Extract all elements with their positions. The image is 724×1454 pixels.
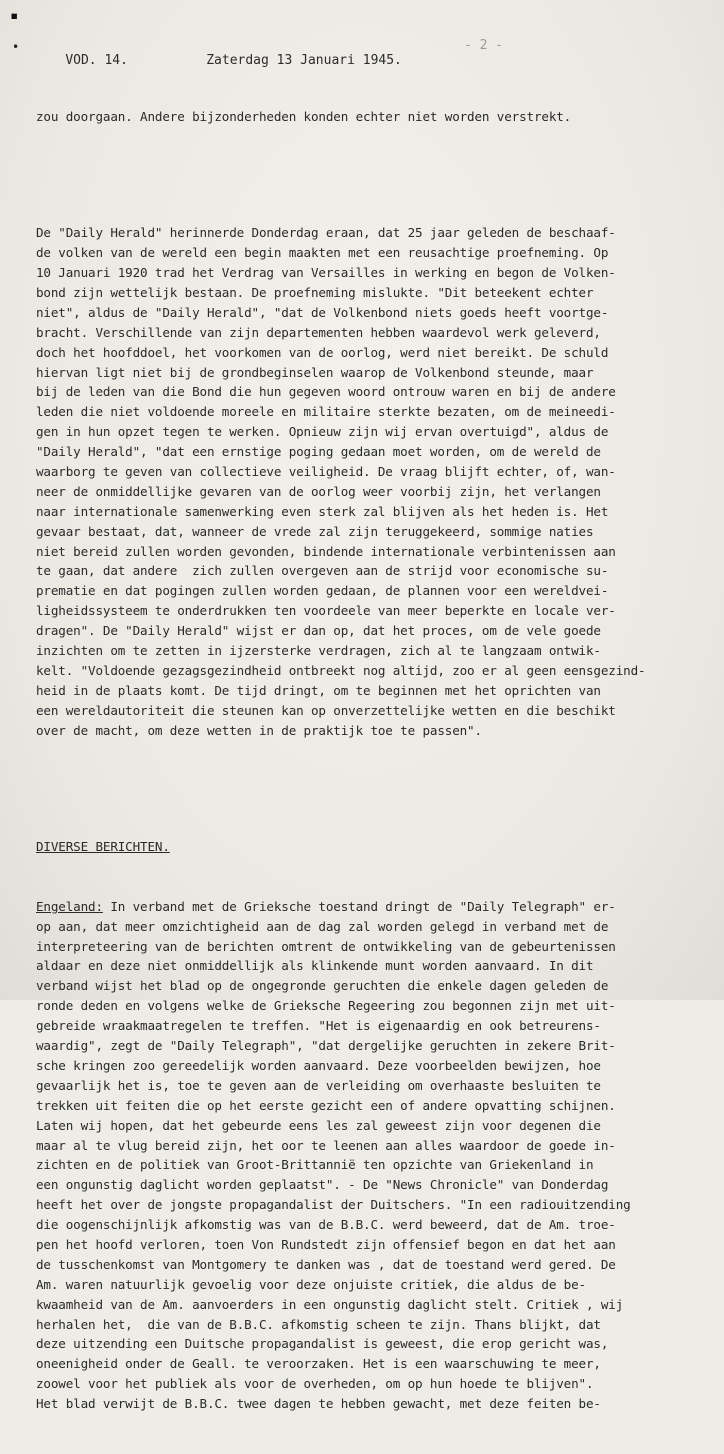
text-line-content: zou doorgaan. Andere bijzonderheden konden echter niet worden verstrekt. [36, 108, 572, 124]
text-line [36, 581, 686, 601]
text-line [36, 223, 686, 243]
text-line-content: gevaarlijk het is, toe te geven aan de verleiding om overhaaste besluiten te [36, 1077, 601, 1093]
text-line [36, 1195, 686, 1215]
text-line [36, 1096, 686, 1116]
text-line-content: zoowel voor het publiek als voor de overheden, om op hun hoede te blijven". [36, 1376, 594, 1392]
text-line-content: kelt. "Voldoende gezagsgezindheid ontbreekt nog altijd, zoo er al geen eensgezind- [36, 662, 646, 678]
paragraph-continuation [36, 107, 686, 127]
text-line-content: pen het hoofd verloren, toen Von Rundstedt zijn offensief begon en dat het aan [36, 1236, 616, 1252]
text-line-content: waardig", zegt de "Daily Telegraph", "dat dergelijke geruchten in zekere Brit- [36, 1038, 616, 1054]
text-line-content: sche kringen zoo gereedelijk worden aanvaard. Deze voorbeelden bewijzen, hoe [36, 1057, 601, 1073]
text-line [36, 721, 686, 741]
text-line [36, 542, 686, 562]
paragraph-daily-herald [36, 223, 686, 740]
text-line [36, 1155, 686, 1175]
text-line [36, 1215, 686, 1235]
text-line [36, 897, 686, 917]
text-line-content: naar internationale samenwerking even sterk zal blijven als het heden is. Het [36, 503, 609, 519]
text-line [36, 1255, 686, 1275]
text-line [36, 641, 686, 661]
text-line [36, 263, 686, 283]
text-line [36, 1275, 686, 1295]
text-line [36, 561, 686, 581]
text-line-content: hiervan ligt niet bij de grondbeginselen waarop de Volkenbond steunde, maar [36, 364, 594, 380]
text-line-content: ronde deden en volgens welke de Grieksche Regeering zou begonnen zijn met uit- [36, 998, 616, 1014]
text-line [36, 1235, 686, 1255]
text-line [36, 402, 686, 422]
text-line [36, 522, 686, 542]
text-line [36, 1056, 686, 1076]
text-line [36, 1315, 686, 1335]
text-line-content: op aan, dat meer omzichtigheid aan de dag zal worden gelegd in verband met de [36, 918, 609, 934]
text-line [36, 1036, 686, 1056]
text-line-content: heid in de plaats komt. De tijd dringt, om te beginnen met het oprichten van [36, 682, 601, 698]
text-line-content: doch het hoofddoel, het voorkomen van de oorlog, werd niet bereikt. De schuld [36, 344, 609, 360]
text-line [36, 343, 686, 363]
text-line-content: niet bereid zullen worden gevonden, bindende internationale verbintenissen aan [36, 543, 616, 559]
text-line-content: De "Daily Herald" herinnerde Donderdag eraan, dat 25 jaar geleden de beschaaf- [36, 225, 616, 241]
text-line-content: In verband met de Grieksche toestand dringt de "Daily Telegraph" er- [102, 898, 616, 914]
text-line-content: Het blad verwijt de B.B.C. twee dagen te hebben gewacht, met deze feiten be- [36, 1396, 601, 1412]
text-line-content: over de macht, om deze wetten in de praktijk toe te passen". [36, 722, 482, 738]
binder-hole-mark: ▪ [10, 8, 19, 24]
text-line [36, 681, 686, 701]
document-body [36, 67, 686, 1454]
text-line-content: herhalen het, die van de B.B.C. afkomstig scheen te zijn. Thans blijkt, dat [36, 1316, 601, 1332]
text-line-content: gen in hun opzet tegen te werken. Opnieuw zijn wij ervan overtuigd", aldus de [36, 424, 609, 440]
text-line [36, 1136, 686, 1156]
text-line [36, 661, 686, 681]
text-line [36, 1334, 686, 1354]
text-line-content: inzichten om te zetten in ijzersterke verdragen, zich al te langzaam ontwik- [36, 643, 601, 659]
text-line [36, 363, 686, 383]
text-line [36, 1354, 686, 1374]
text-line-content: waarborg te geven van collectieve veiligheid. De vraag blijft echter, of, wan- [36, 464, 616, 480]
text-line-content: interpreteering van de berichten omtrent de ontwikkeling van de gebeurtenissen [36, 938, 616, 954]
text-line-content: bracht. Verschillende van zijn departementen hebben waardevol werk geleverd, [36, 324, 601, 340]
text-line [36, 601, 686, 621]
text-line-content: zichten en de politiek van Groot-Brittannië ten opzichte van Griekenland in [36, 1157, 594, 1173]
text-line-content: die oogenschijnlijk afkomstig was van de B.B.C. werd beweerd, dat de Am. troe- [36, 1217, 616, 1233]
section-heading: DIVERSE BERICHTEN. [36, 839, 170, 855]
text-line-content: de volken van de wereld een begin maakten met een reusachtige proefneming. Op [36, 245, 609, 261]
text-line-content: bij de leden van die Bond die hun gegeven woord ontrouw waren en bij de andere [36, 384, 616, 400]
text-line-content: 10 Januari 1920 trad het Verdrag van Versailles in werking en begon de Volken- [36, 265, 616, 281]
paragraph-engeland [36, 897, 686, 1414]
text-line-content: ligheidssysteem te onderdrukken ten voordeele van meer beperkte en locale ver- [36, 603, 616, 619]
text-line-content: een ongunstig daglicht worden geplaatst". - De "News Chronicle" van Donderdag [36, 1177, 609, 1193]
text-line-content: verband wijst het blad op de ongegronde geruchten die enkele dagen geleden de [36, 978, 609, 994]
text-line [36, 1016, 686, 1036]
text-line [36, 482, 686, 502]
text-line [36, 1394, 686, 1414]
text-line [36, 1116, 686, 1136]
text-line-content: deze uitzending een Duitsche propagandalist is geweest, die erop gericht was, [36, 1336, 609, 1352]
text-line-content: kwaamheid van de Am. aanvoerders in een ongunstig daglicht stelt. Critiek , wij [36, 1296, 624, 1312]
text-line-content: de tusschenkomst van Montgomery te danken was , dat de toestand werd gered. De [36, 1256, 616, 1272]
text-line-content: aldaar en deze niet onmiddellijk als klinkende munt worden aanvaard. In dit [36, 958, 594, 974]
text-line-content: gebreide wraakmaatregelen te treffen. "Het is eigenaardig en ook betreurens- [36, 1018, 601, 1034]
text-line [36, 701, 686, 721]
text-line-content: oneenigheid onder de Geall. te veroorzaken. Het is een waarschuwing te meer, [36, 1356, 601, 1372]
text-line [36, 996, 686, 1016]
punch-mark: • [12, 40, 20, 54]
text-line-content: leden die niet voldoende moreele en militaire sterkte bezaten, om de meineedi- [36, 404, 616, 420]
text-line-content: Am. waren natuurlijk gevoelig voor deze onjuiste critiek, die aldus de be- [36, 1276, 586, 1292]
text-line [36, 917, 686, 937]
text-line [36, 323, 686, 343]
text-line-content: neer de onmiddellijke gevaren van de oorlog weer voorbij zijn, het verlangen [36, 483, 601, 499]
header-date: Zaterdag 13 Januari 1945. [206, 53, 402, 68]
text-line [36, 442, 686, 462]
text-line-content: bond zijn wettelijk bestaan. De proefneming mislukte. "Dit beteekent echter [36, 285, 594, 300]
text-line-content: gevaar bestaat, dat, wanneer de vrede zal zijn teruggekeerd, sommige naties [36, 523, 594, 539]
text-line-content: een wereldautoriteit die steunen kan op onverzettelijke wetten en die beschikt [36, 702, 616, 718]
text-line [36, 1076, 686, 1096]
text-line [36, 283, 686, 303]
text-line-content: dragen". De "Daily Herald" wijst er dan op, dat het proces, om de vele goede [36, 623, 601, 639]
text-line-content: prematie en dat pogingen zullen worden gedaan, de plannen voor een wereldvei- [36, 583, 609, 599]
text-line [36, 1175, 686, 1195]
text-line-content: Laten wij hopen, dat het gebeurde eens les zal geweest zijn voor degenen die [36, 1117, 601, 1133]
country-label: Engeland: [36, 898, 103, 914]
text-line-content: "Daily Herald", "dat een ernstige poging gedaan moet worden, om de wereld de [36, 444, 601, 460]
header-prefix: VOD. 14. [65, 53, 128, 68]
text-line [36, 462, 686, 482]
text-line-content: niet", aldus de "Daily Herald", "dat de Volkenbond niets goeds heeft voortge- [36, 304, 609, 320]
text-line [36, 303, 686, 323]
text-line-content: maar al te vlug bereid zijn, het oor te leenen aan alles waardoor de goede in- [36, 1137, 616, 1153]
text-line [36, 976, 686, 996]
text-line [36, 1374, 686, 1394]
text-line-content: te gaan, dat andere zich zullen overgeven aan de strijd voor economische su- [36, 563, 609, 579]
text-line [36, 422, 686, 442]
text-line [36, 956, 686, 976]
text-line [36, 502, 686, 522]
text-line-content: heeft het over de jongste propagandalist der Duitschers. "In een radiouitzending [36, 1197, 631, 1213]
header-page-number: - 2 - [464, 38, 504, 53]
text-line [36, 382, 686, 402]
text-line-content: trekken uit feiten die op het eerste gezicht een of andere opvatting schijnen. [36, 1097, 616, 1113]
text-line [36, 107, 686, 127]
text-line [36, 937, 686, 957]
text-line [36, 1295, 686, 1315]
text-line [36, 621, 686, 641]
text-line [36, 243, 686, 263]
